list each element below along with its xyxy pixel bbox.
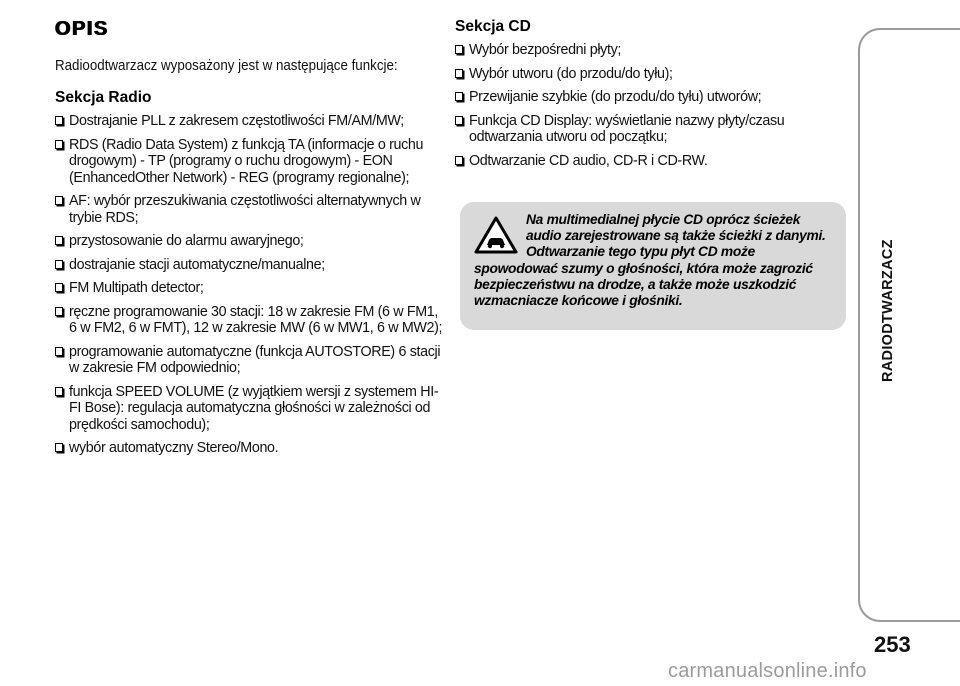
- checkbox-bullet-icon: [55, 140, 63, 149]
- checkbox-bullet-icon: [55, 347, 63, 356]
- list-item: ręczne programowanie 30 stacji: 18 w zakresie FM (6 w FM1, 6 w FM2, 6 w FMT), 12 w zakresie MW (6 w MW1, 6 w MW2);: [55, 304, 445, 337]
- warning-text: Na multimedialnej płycie CD oprócz ścieżek audio zarejestrowane są także ścieżki z danymi. Odtwarzanie tego typu płyt CD może spowodować szumy o głośności, która może zagrozić bezpieczeństwu na drodze, a także może uszkodzić wzmacniacze końcowe i głośniki.: [474, 212, 826, 309]
- checkbox-bullet-icon: [55, 260, 63, 269]
- warning-box: [460, 202, 846, 330]
- list-item: programowanie automatyczne (funkcja AUTOSTORE) 6 stacji w zakresie FM odpowiednio;: [55, 344, 445, 377]
- list-item: AF: wybór przeszukiwania częstotliwości alternatywnych w trybie RDS;: [55, 193, 445, 226]
- left-column: [55, 18, 445, 464]
- chapter-tab-label: RADIODTWARZACZ: [880, 239, 896, 382]
- list-item: RDS (Radio Data System) z funkcją TA (informacje o ruchu drogowym) - TP (programy o ruchu drogowym) - EON (EnhancedOther Network) - REG (programy regionalne);: [55, 137, 445, 187]
- checkbox-bullet-icon: [455, 69, 463, 78]
- section-heading-cd: Sekcja CD: [455, 18, 531, 35]
- list-item: przystosowanie do alarmu awaryjnego;: [55, 233, 445, 250]
- list-item: funkcja SPEED VOLUME (z wyjątkiem wersji z systemem HI-FI Bose): regulacja automatyczna głośności w zależności od prędkości samochodu);: [55, 384, 445, 434]
- checkbox-bullet-icon: [455, 156, 463, 165]
- checkbox-bullet-icon: [55, 116, 63, 125]
- list-item: wybór automatyczny Stereo/Mono.: [55, 440, 445, 457]
- watermark: carmanualsonline.info: [668, 660, 867, 682]
- cd-features-list: [455, 42, 850, 169]
- list-item: Funkcja CD Display: wyświetlanie nazwy płyty/czasu odtwarzania utworu od początku;: [455, 113, 850, 146]
- checkbox-bullet-icon: [455, 116, 463, 125]
- list-item: Odtwarzanie CD audio, CD-R i CD-RW.: [455, 153, 850, 170]
- chapter-tab-label-container: [874, 222, 896, 382]
- checkbox-bullet-icon: [455, 92, 463, 101]
- list-item: Dostrajanie PLL z zakresem częstotliwości FM/AM/MW;: [55, 113, 445, 130]
- list-item: Przewijanie szybkie (do przodu/do tyłu) utworów;: [455, 89, 850, 106]
- checkbox-bullet-icon: [55, 443, 63, 452]
- checkbox-bullet-icon: [55, 196, 63, 205]
- page-number: 253: [874, 632, 911, 657]
- intro-text: Radioodtwarzacz wyposażony jest w następujące funkcje:: [55, 58, 398, 74]
- list-item: FM Multipath detector;: [55, 280, 445, 297]
- page-title: OPIS: [55, 18, 109, 40]
- right-column: [455, 18, 850, 176]
- checkbox-bullet-icon: [55, 307, 63, 316]
- checkbox-bullet-icon: [55, 236, 63, 245]
- checkbox-bullet-icon: [455, 45, 463, 54]
- list-item: Wybór utworu (do przodu/do tyłu);: [455, 66, 850, 83]
- section-heading-radio: Sekcja Radio: [55, 89, 152, 106]
- list-item: Wybór bezpośredni płyty;: [455, 42, 850, 59]
- checkbox-bullet-icon: [55, 387, 63, 396]
- checkbox-bullet-icon: [55, 283, 63, 292]
- list-item: dostrajanie stacji automatyczne/manualne;: [55, 257, 445, 274]
- radio-features-list: [55, 113, 445, 457]
